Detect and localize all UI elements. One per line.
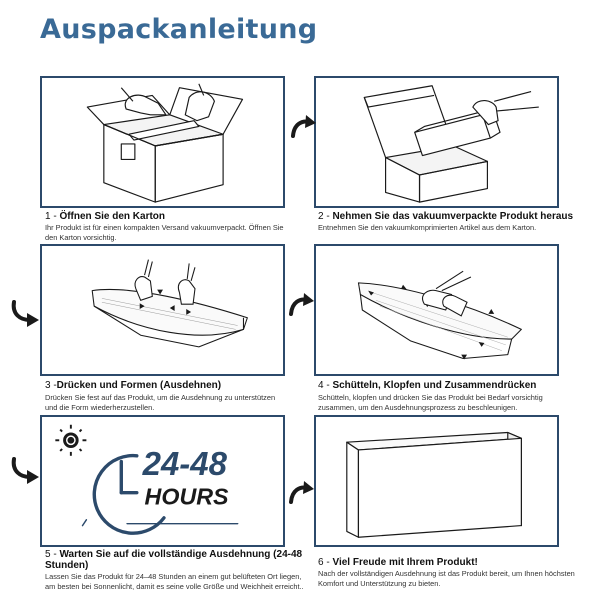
step-6-illustration [314,415,559,547]
step-5-title: 5 - Warten Sie auf die vollständige Ausdehnung (24-48 Stunden) [45,549,303,571]
curved-arrow-icon [8,455,42,487]
step-4-desc: Schütteln, klopfen und drücken Sie das Produkt bei Bedarf vorsichtig zusammen, um den Ausdehnungsprozess zu beschleunigen. [318,393,543,412]
sun-icon [55,425,86,456]
step-5-desc: Lassen Sie das Produkt für 24–48 Stunden an einem gut belüfteten Ort liegen, am besten bei Sonnenlicht, damit es seine volle Größe und Weichheit erreicht.. [45,572,304,591]
step-1-illustration [40,76,285,208]
curved-arrow-icon [8,298,42,330]
step-3-illustration [40,244,285,376]
step-1-title: 1 - Öffnen Sie den Karton [45,211,166,222]
press-illustration [42,246,283,374]
curved-arrow-icon [288,112,318,142]
timer-range: 24-48 [142,445,227,483]
cushion-illustration [316,417,557,545]
step-4-illustration [314,244,559,376]
step-1-desc: Ihr Produkt ist für einen kompakten Versand vakuumverpackt. Öffnen Sie den Karton vorsichtig. [45,223,284,242]
step-2-desc: Entnehmen Sie den vakuumkomprimierten Artikel aus dem Karton. [318,223,537,232]
step-6-desc: Nach der vollständigen Ausdehnung ist das Produkt bereit, um Ihnen höchsten Komfort und Unterstützung zu bieten. [318,569,575,588]
curved-arrow-icon [286,290,316,320]
step-3-desc: Drücken Sie fest auf das Produkt, um die Ausdehnung zu unterstützen und die Form wiederherzustellen. [45,393,276,412]
timer-unit: HOURS [144,483,229,510]
box-remove-illustration [316,78,557,206]
step-2-illustration [314,76,559,208]
box-open-illustration [42,78,283,206]
page-title: Auspackanleitung [40,14,318,45]
step-3-title: 3 -Drücken und Formen (Ausdehnen) [45,380,222,391]
step-6-title: 6 - Viel Freude mit Ihrem Produkt! [318,557,478,568]
shake-illustration [316,246,557,374]
step-4-title: 4 - Schütteln, Klopfen und Zusammendrücken [318,380,537,391]
step-2-title: 2 - Nehmen Sie das vakuumverpackte Produkt heraus [318,211,574,222]
curved-arrow-icon [286,478,316,508]
step-5-illustration [40,415,285,547]
